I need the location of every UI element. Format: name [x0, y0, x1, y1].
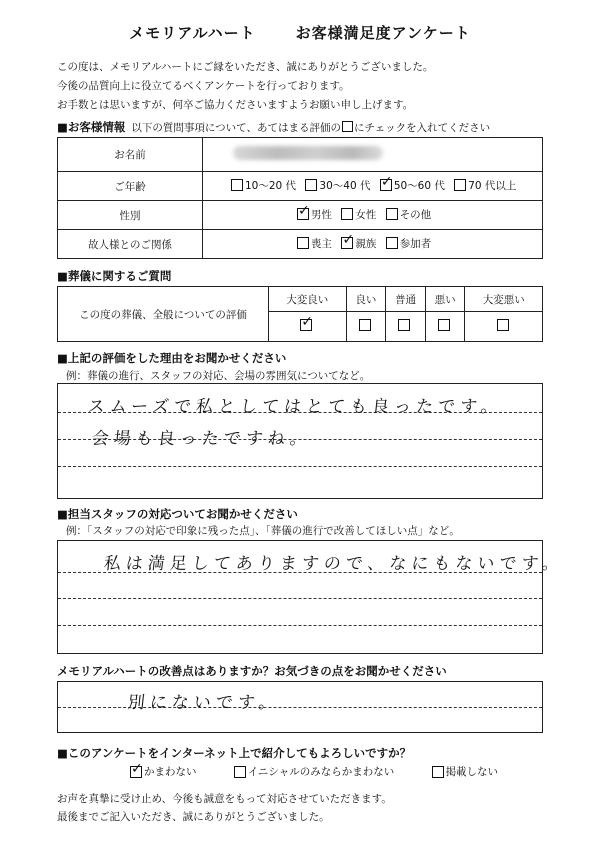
brand-name: メモリアルハート: [129, 24, 256, 42]
age-option[interactable]: ✓ 50～60 代: [380, 178, 445, 193]
internet-checkbox-initials[interactable]: [234, 766, 246, 778]
handwritten-answer-line: 別にないです。: [126, 693, 282, 713]
scale-label: 大変悪い: [465, 287, 543, 312]
reason-heading: ■上記の評価をした理由をお聞かせください: [57, 351, 287, 365]
funeral-rating-label: この度の葬儀、全般についての評価: [58, 287, 269, 342]
staff-answer-box[interactable]: [57, 540, 566, 654]
handwritten-answer-line: 私は満足してありますので、なにもないです。: [102, 554, 566, 574]
reason-example: 例：葬儀の進行、スタッフの対応、会場の雰囲気についてなど。: [66, 370, 371, 382]
customer-info-heading: ■お客様情報 以下の質問事項について、あてはまる評価の にチェックを入れてください: [57, 120, 491, 134]
intro-text: [57, 58, 433, 115]
rating-checkbox-very-bad[interactable]: [497, 319, 509, 331]
gender-option[interactable]: ✓ 男性: [297, 207, 332, 222]
relation-options: [203, 230, 543, 259]
closing-line: 最後までご記入いただき、誠にありがとうございました。: [57, 811, 330, 823]
gender-option[interactable]: 女性: [341, 207, 376, 222]
internet-option[interactable]: イニシャルのみならかまわない: [234, 764, 394, 779]
rating-cell: [346, 312, 386, 342]
checkbox-sample-icon: [342, 121, 353, 132]
relation-checkbox-3[interactable]: [386, 237, 398, 249]
age-checkbox-2[interactable]: [305, 179, 317, 191]
age-checkbox-4[interactable]: [454, 179, 466, 191]
name-label: お名前: [58, 138, 203, 172]
scale-label: 普通: [386, 287, 426, 312]
dashed-line: [58, 466, 542, 467]
gender-checkbox-3[interactable]: [386, 208, 398, 220]
gender-option[interactable]: その他: [386, 207, 432, 222]
gender-options: [203, 201, 543, 230]
funeral-heading: ■葬儀に関するご質問: [57, 269, 172, 283]
age-option[interactable]: 30～40 代: [305, 178, 370, 193]
improvement-heading: メモリアルハートの改善点はありますか？お気づきの点をお聞かせください: [57, 664, 447, 678]
redacted-name: [233, 146, 383, 160]
internet-option[interactable]: ✓ かまわない: [130, 764, 197, 779]
dashed-line: [58, 625, 542, 626]
gender-checkbox-1[interactable]: [297, 208, 309, 220]
scale-label: 大変良い: [269, 287, 347, 312]
customer-info-table: [57, 137, 543, 259]
improvement-answer-box[interactable]: [57, 681, 543, 733]
relation-checkbox-1[interactable]: [297, 237, 309, 249]
age-checkbox-3[interactable]: [380, 179, 392, 191]
rating-checkbox-good[interactable]: [359, 319, 371, 331]
closing-text: [57, 790, 392, 826]
handwritten-answer-line: スムーズで私としてはとても良ったです。: [86, 397, 504, 417]
age-options: [203, 172, 543, 201]
internet-options: [130, 764, 532, 781]
survey-title: お客様満足度アンケート: [295, 24, 471, 42]
internet-heading: ■このアンケートをインターネット上で紹介してもよろしいですか？: [57, 746, 412, 760]
rating-cell: [386, 312, 426, 342]
gender-label: 性別: [58, 201, 203, 230]
intro-line: 今後の品質向上に役立てるべくアンケートを行っております。: [57, 80, 350, 92]
page-title: [0, 22, 600, 43]
rating-checkbox-bad[interactable]: [438, 319, 450, 331]
rating-cell: [425, 312, 465, 342]
age-label: ご年齢: [58, 172, 203, 201]
scale-label: 良い: [346, 287, 386, 312]
relation-option[interactable]: ✓ 親族: [341, 236, 376, 251]
relation-label: 故人様とのご関係: [58, 230, 203, 259]
closing-line: お声を真摯に受け止め、今後も誠意をもって対応させていただきます。: [57, 793, 392, 805]
relation-checkbox-2[interactable]: [341, 237, 353, 249]
gender-checkbox-2[interactable]: [341, 208, 353, 220]
funeral-rating-table: [57, 286, 543, 342]
intro-line: この度は、メモリアルハートにご縁をいただき、誠にありがとうございました。: [57, 61, 434, 73]
relation-option[interactable]: 喪主: [297, 236, 332, 251]
name-field[interactable]: [203, 138, 543, 172]
age-checkbox-1[interactable]: [231, 179, 243, 191]
reason-answer-box[interactable]: [57, 383, 543, 499]
rating-cell: [465, 312, 543, 342]
handwritten-answer-line: 会場も良ったですね。: [90, 429, 313, 449]
dashed-line: [58, 598, 542, 599]
internet-option[interactable]: 掲載しない: [432, 764, 499, 779]
age-option[interactable]: 70 代以上: [454, 178, 516, 193]
staff-example: 例：「スタッフの対応で印象に残った点」、「葬儀の進行で改善してほしい点」など。: [66, 525, 460, 537]
rating-checkbox-normal[interactable]: [398, 319, 410, 331]
age-option[interactable]: 10～20 代: [231, 178, 296, 193]
rating-cell: [269, 312, 347, 342]
intro-line: お手数とは思いますが、何卒ご協力くださいますようお願い申し上げます。: [57, 99, 414, 111]
rating-checkbox-very-good[interactable]: [300, 319, 312, 331]
staff-heading: ■担当スタッフの対応ついてお聞かせください: [57, 507, 298, 521]
relation-option[interactable]: 参加者: [386, 236, 432, 251]
internet-checkbox-decline[interactable]: [432, 766, 444, 778]
scale-label: 悪い: [425, 287, 465, 312]
internet-checkbox-allow[interactable]: [130, 766, 142, 778]
